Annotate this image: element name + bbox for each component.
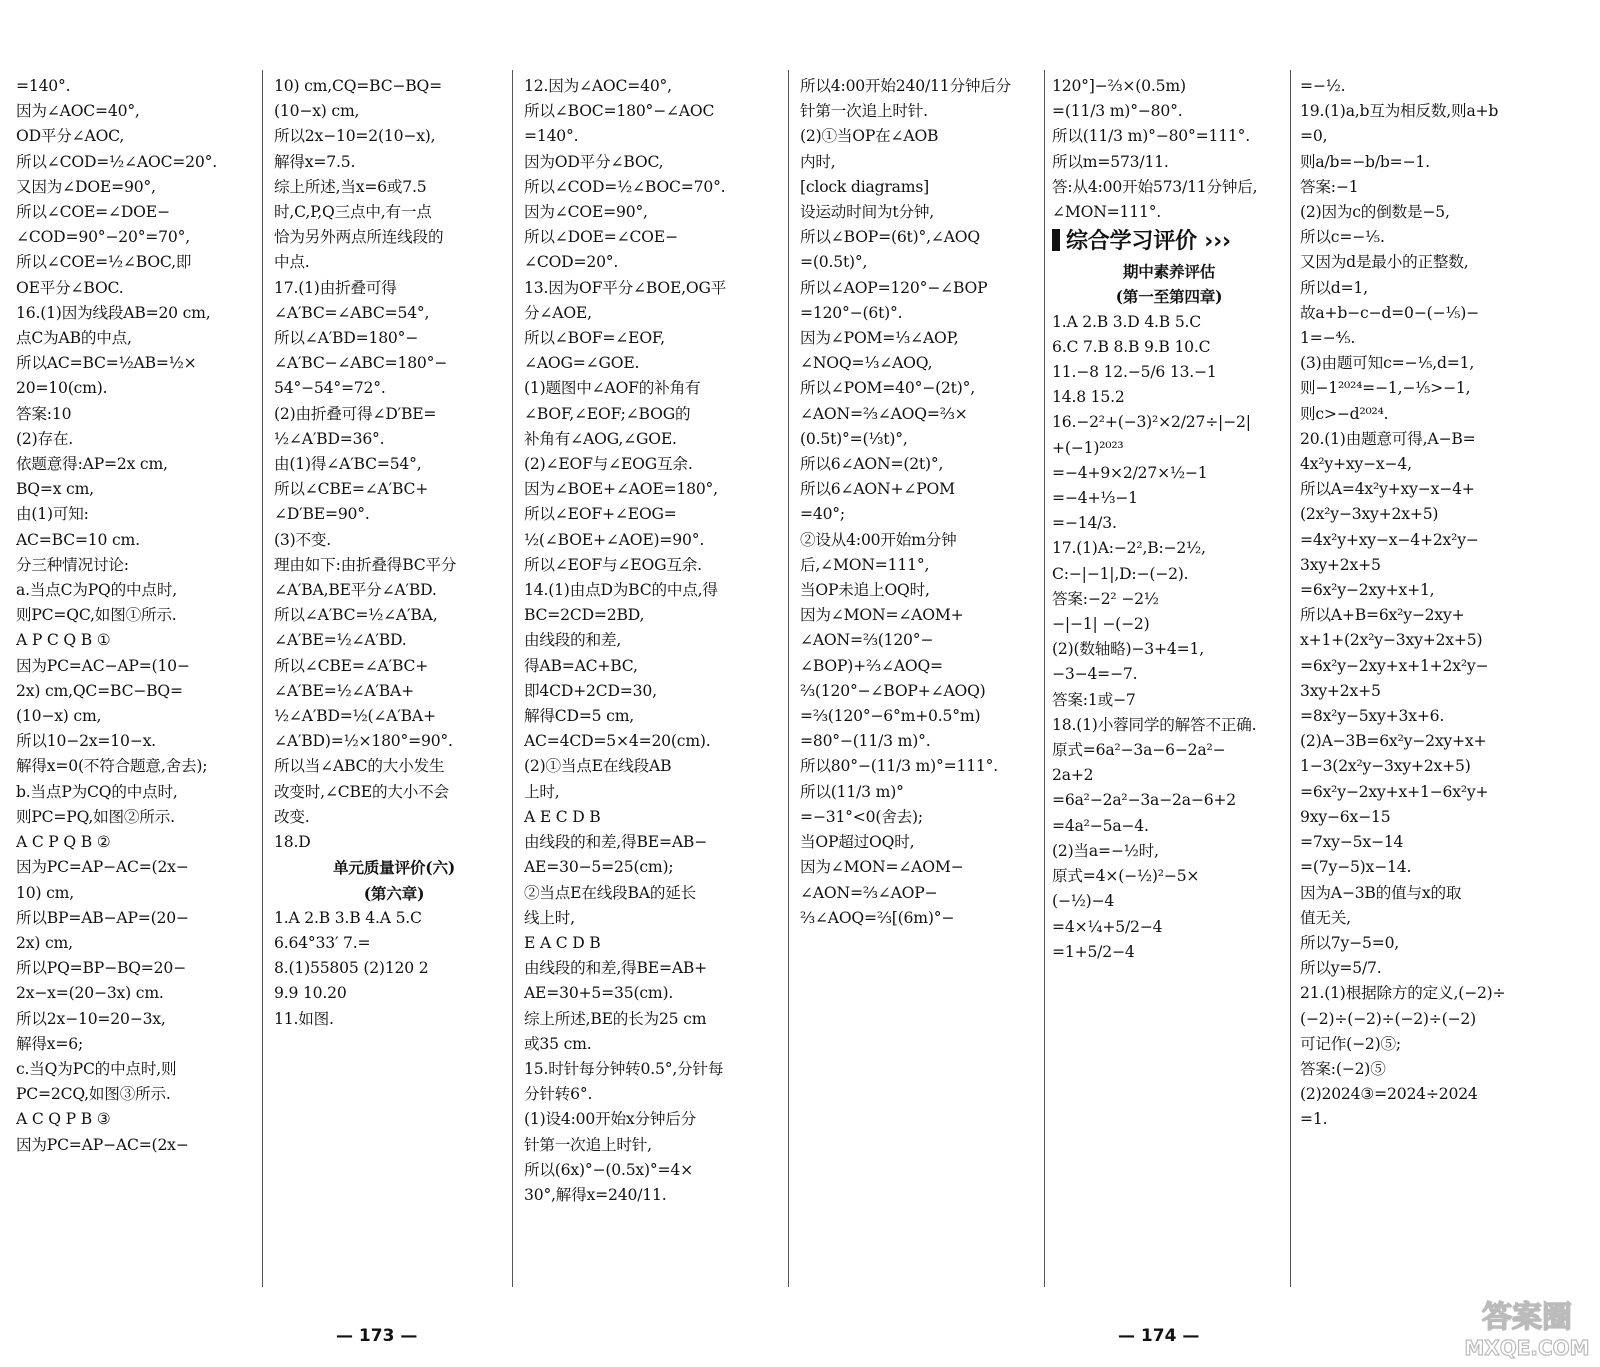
answer-line: =6x²y−2xy+x+1+2x²y−: [1300, 656, 1489, 675]
answer-line: 又因为d是最小的正整数,: [1300, 253, 1469, 272]
watermark-logo: [1462, 1293, 1592, 1363]
answer-line: 11.如图.: [274, 1009, 334, 1028]
answer-line: =−4+⅓−1: [1052, 489, 1138, 508]
answer-line: =7xy−5x−14: [1300, 833, 1404, 852]
answer-line: 或35 cm.: [524, 1034, 592, 1053]
answer-line: 得AB=AC+BC,: [524, 656, 638, 675]
answer-line: ⅔∠AOQ=⅔[(6m)°−: [800, 908, 955, 927]
answer-line: 所以∠A′BD=180°−: [274, 329, 419, 348]
answer-line: C:−|−1|,D:−(−2).: [1052, 564, 1189, 583]
answer-line: 答案:10: [16, 404, 72, 423]
answer-line: 解得x=0(不符合题意,舍去);: [16, 757, 208, 776]
answer-column-1: [16, 74, 256, 1287]
answer-line: 因为∠BOE+∠AOE=180°,: [524, 480, 718, 499]
answer-line: b.当点P为CQ的中点时,: [16, 782, 178, 801]
answer-line: (3)由题可知c=−⅕,d=1,: [1300, 354, 1475, 373]
answer-line: 10) cm,: [16, 883, 74, 902]
answer-line: 时,C,P,Q三点中,有一点: [274, 203, 432, 222]
answer-line: A C Q P B ③: [16, 1110, 111, 1129]
answer-line: =6a²−2a²−3a−2a−6+2: [1052, 791, 1237, 810]
answer-line: 因为∠COE=90°,: [524, 203, 648, 222]
answer-line: =120°−(6t)°.: [800, 303, 903, 322]
answer-line: 9.9 10.20: [274, 984, 347, 1003]
answer-line: 因为∠MON=∠AOM−: [800, 858, 964, 877]
answer-line: 所以当∠ABC的大小发生: [274, 757, 445, 776]
answer-line: =−4+9×2/27×½−1: [1052, 463, 1208, 482]
answer-line: ∠A′BE=½∠A′BA+: [274, 681, 414, 700]
answer-line: 针第一次追上时针.: [800, 102, 928, 121]
answer-line: ∠A′BC=∠ABC=54°,: [274, 303, 430, 322]
answer-line: ∠AOG=∠GOE.: [524, 354, 640, 373]
answer-line: 54°−54°=72°.: [274, 379, 386, 398]
answer-line: 值无关,: [1300, 908, 1351, 927]
answer-line: 内时,: [800, 152, 836, 171]
answer-line: 1.A 2.B 3.B 4.A 5.C: [274, 908, 422, 927]
answer-line: x+1+(2x²y−3xy+2x+5): [1300, 631, 1483, 650]
answer-line: 则a/b=−b/b=−1.: [1300, 152, 1430, 171]
answer-line: 16.(1)因为线段AB=20 cm,: [16, 303, 211, 322]
answer-line: ½(∠BOE+∠AOE)=90°.: [524, 530, 705, 549]
answer-line: (2)A−3B=6x²y−2xy+x+: [1300, 732, 1487, 751]
answer-line: (2)存在.: [16, 429, 74, 448]
answer-line: 所以2x−10=2(10−x),: [274, 127, 436, 146]
answer-line: 所以∠BOP=(6t)°,∠AOQ: [800, 228, 980, 247]
answer-line: =6x²y−2xy+x+1,: [1300, 581, 1435, 600]
answer-line: 6.64°33′ 7.=: [274, 933, 371, 952]
answer-line: 后,∠MON=111°,: [800, 555, 930, 574]
answer-line: 16.−2²+(−3)²×2/27÷|−2|: [1052, 413, 1251, 432]
answer-line: =1.: [1300, 1110, 1328, 1129]
answer-line: 所以y=5/7.: [1300, 959, 1382, 978]
answer-line: (2)①当点E在线段AB: [524, 757, 672, 776]
answer-line: E A C D B: [524, 933, 601, 952]
answer-line: 18.(1)小蓉同学的解答不正确.: [1052, 715, 1257, 734]
answer-line: 由(1)得∠A′BC=54°,: [274, 455, 422, 474]
answer-column-2: [274, 74, 514, 1287]
answer-line: 由线段的和差,: [524, 631, 622, 650]
answer-line: ∠BOP)+⅔∠AOQ=: [800, 656, 943, 675]
answer-column-6: [1300, 74, 1590, 1287]
answer-line: (2)(数轴略)−3+4=1,: [1052, 640, 1204, 659]
answer-line: 则−1²⁰²⁴=−1,−⅕>−1,: [1300, 379, 1471, 398]
answer-line: 1.A 2.B 3.D 4.B 5.C: [1052, 312, 1202, 331]
answer-line: 11.−8 12.−5/6 13.−1: [1052, 363, 1217, 382]
answer-line: 所以A+B=6x²y−2xy+: [1300, 606, 1465, 625]
page-number-left: — 173 —: [336, 1326, 418, 1346]
answer-line: 20=10(cm).: [16, 379, 108, 398]
answer-line: 因为PC=AP−AC=(2x−: [16, 1135, 189, 1154]
answer-line: 因为∠POM=⅓∠AOP,: [800, 329, 959, 348]
answer-line: 解得x=7.5.: [274, 152, 356, 171]
answer-line: 恰为另外两点所连线段的: [274, 228, 444, 247]
answer-line: 10) cm,CQ=BC−BQ=: [274, 77, 442, 95]
answer-line: 所以∠BOC=180°−∠AOC: [524, 102, 715, 121]
answer-line: 针第一次追上时针,: [524, 1135, 652, 1154]
answer-line: 因为OD平分∠BOC,: [524, 152, 664, 171]
answer-line: BC=2CD=2BD,: [524, 606, 645, 625]
answer-line: (2)∠EOF与∠EOG互余.: [524, 455, 693, 474]
answer-line: 分针转6°.: [524, 1085, 593, 1104]
answer-line: A P C Q B ①: [16, 631, 111, 650]
answer-line: ½∠A′BD=½(∠A′BA+: [274, 707, 436, 726]
answer-line: 设运动时间为t分钟,: [800, 203, 934, 222]
answer-line: 综上所述,当x=6或7.5: [274, 177, 427, 196]
answer-line: 分∠AOE,: [524, 303, 592, 322]
answer-line: (3)不变.: [274, 530, 332, 549]
answer-line: AC=4CD=5×4=20(cm).: [524, 732, 711, 751]
answer-line: ∠MON=111°.: [1052, 203, 1162, 222]
answer-line: 所以(6x)°−(0.5x)°=4×: [524, 1160, 693, 1179]
answer-line: ∠COD=20°.: [524, 253, 619, 272]
answer-line: c.当Q为PC的中点时,则: [16, 1059, 177, 1078]
answer-line: 因为PC=AC−AP=(10−: [16, 656, 190, 675]
answer-column-3: [524, 74, 782, 1287]
answer-line: 所以∠CBE=∠A′BC+: [274, 656, 429, 675]
answer-line: =80°−(11/3 m)°.: [800, 732, 931, 751]
answer-line: 线上时,: [524, 908, 575, 927]
answer-line: 6.C 7.B 8.B 9.B 10.C: [1052, 337, 1211, 356]
answer-line: 所以7y−5=0,: [1300, 933, 1400, 952]
page-number-right: — 174 —: [1118, 1326, 1200, 1346]
answer-line: OE平分∠BOC.: [16, 278, 124, 297]
answer-line: 所以(11/3 m)°: [800, 782, 904, 801]
answer-line: 14.(1)由点D为BC的中点,得: [524, 581, 718, 600]
answer-line: a.当点C为PQ的中点时,: [16, 581, 177, 600]
answer-line: 1−3(2x²y−3xy+2x+5): [1300, 757, 1471, 776]
column-divider: [1290, 70, 1291, 1287]
answer-line: 所以∠COE=∠DOE−: [16, 203, 170, 222]
answer-line: 因为PC=AP−AC=(2x−: [16, 858, 189, 877]
answer-line: ∠A′BA,BE平分∠A′BD.: [274, 581, 437, 600]
answer-line: (−½)−4: [1052, 892, 1115, 911]
answer-line: 2x) cm,QC=BC−BQ=: [16, 681, 183, 700]
answer-line: 所以∠EOF+∠EOG=: [524, 505, 677, 524]
answer-line: 120°]−⅔×(0.5m): [1052, 77, 1186, 95]
answer-line: 所以AC=BC=½AB=½×: [16, 354, 197, 373]
answer-line: 2a+2: [1052, 766, 1094, 785]
answer-line: 因为A−3B的值与x的取: [1300, 883, 1462, 902]
answer-line: (2)因为c的倒数是−5,: [1300, 203, 1450, 222]
answer-line: 19.(1)a,b互为相反数,则a+b: [1300, 102, 1499, 121]
answer-line: 21.(1)根据除方的定义,(−2)÷: [1300, 984, 1506, 1003]
answer-line: 故a+b−c−d=0−(−⅕)−: [1300, 303, 1480, 322]
answer-line: 9xy−6x−15: [1300, 807, 1391, 826]
answer-line: 因为∠AOC=40°,: [16, 102, 140, 121]
answer-line: 13.因为OF平分∠BOE,OG平: [524, 278, 727, 297]
answer-line: 则PC=PQ,如图②所示.: [16, 807, 175, 826]
answer-line: =4x²y+xy−x−4+2x²y−: [1300, 530, 1479, 549]
answer-line: AE=30−5=25(cm);: [524, 858, 674, 877]
answer-line: 则c>−d²⁰²⁴.: [1300, 404, 1389, 423]
answer-line: (2x²y−3xy+2x+5): [1300, 505, 1439, 524]
answer-line: 解得CD=5 cm,: [524, 707, 635, 726]
answer-line: 分三种情况讨论:: [16, 555, 129, 574]
answer-line: A E C D B: [524, 807, 601, 826]
answer-line: =−14/3.: [1052, 514, 1117, 533]
answer-line: ∠COD=90°−20°=70°,: [16, 228, 190, 247]
answer-line: 点C为AB的中点,: [16, 329, 132, 348]
answer-line: =0,: [1300, 127, 1328, 146]
answer-line: AC=BC=10 cm.: [16, 530, 140, 549]
answer-line: 答案:−2² −2½: [1052, 589, 1159, 608]
answer-line: [clock diagrams]: [800, 177, 930, 196]
answer-line: ½∠A′BD=36°.: [274, 429, 385, 448]
answer-line: 所以6∠AON+∠POM: [800, 480, 955, 499]
answer-line: 上时,: [524, 782, 560, 801]
banner-bar-icon: [1052, 229, 1060, 251]
answer-line: ∠AON=⅔∠AOP−: [800, 883, 938, 902]
answer-column-5: [1052, 74, 1286, 1287]
answer-line: 所以PQ=BP−BQ=20−: [16, 959, 186, 978]
answer-line: ∠AON=⅔(120°−: [800, 631, 934, 650]
answer-line: 所以∠BOF=∠EOF,: [524, 329, 665, 348]
answer-line: 所以∠DOE=∠COE−: [524, 228, 678, 247]
answer-line: 则PC=QC,如图①所示.: [16, 606, 177, 625]
answer-line: 2x−x=(20−3x) cm.: [16, 984, 164, 1003]
answer-line: 由(1)可知:: [16, 505, 89, 524]
answer-line: PC=2CQ,如图③所示.: [16, 1085, 171, 1104]
answer-line: (−2)÷(−2)÷(−2)÷(−2): [1300, 1009, 1477, 1028]
answer-line: 答案:1或−7: [1052, 690, 1136, 709]
svg-text:MXQE.COM: MXQE.COM: [1464, 1336, 1590, 1360]
answer-line: =4a²−5a−4.: [1052, 816, 1149, 835]
answer-line: (0.5t)°=(⅓t)°,: [800, 429, 908, 448]
answer-line: ∠A′BD)=½×180°=90°.: [274, 732, 453, 751]
answer-line: 所以m=573/11.: [1052, 152, 1169, 171]
answer-line: 又因为∠DOE=90°,: [16, 177, 156, 196]
answer-line: ∠NOQ=⅓∠AOQ,: [800, 354, 933, 373]
answer-line: 所以∠COE=½∠BOC,即: [16, 253, 192, 272]
answer-line: =1+5/2−4: [1052, 942, 1135, 961]
answer-line: 所以∠COD=½∠AOC=20°.: [16, 152, 217, 171]
answer-line: 由线段的和差,得BE=AB+: [524, 959, 708, 978]
answer-line: 20.(1)由题意可得,A−B=: [1300, 429, 1476, 448]
answer-line: =40°;: [800, 505, 845, 524]
answer-line: A C P Q B ②: [16, 833, 111, 852]
answer-line: 18.D: [274, 833, 311, 852]
answer-line: 所以d=1,: [1300, 278, 1368, 297]
answer-line: (第一至第四章): [1115, 287, 1223, 307]
answer-line: =−31°<0(舍去);: [800, 807, 923, 826]
answer-line: ∠A′BC−∠ABC=180°−: [274, 354, 448, 373]
page-divider: [788, 70, 789, 1287]
answer-line: =6x²y−2xy+x+1−6x²y+: [1300, 782, 1489, 801]
answer-line: 答:从4:00开始573/11分钟后,: [1052, 177, 1258, 196]
answer-line: ∠D′BE=90°.: [274, 505, 370, 524]
answer-line: 所以6∠AON=(2t)°,: [800, 455, 944, 474]
answer-line: 当OP超过OQ时,: [800, 833, 915, 852]
answer-line: 期中素养评估: [1122, 262, 1216, 282]
answer-line: (第六章): [363, 883, 425, 903]
answer-line: 所以(11/3 m)°−80°=111°.: [1052, 127, 1251, 146]
answer-line: ∠A′BE=½∠A′BD.: [274, 631, 407, 650]
answer-line: 依题意得:AP=2x cm,: [16, 455, 168, 474]
answer-line: −3−4=−7.: [1052, 665, 1138, 684]
answer-line: 15.时针每分钟转0.5°,分针每: [524, 1059, 724, 1078]
answer-line: 所以BP=AB−AP=(20−: [16, 908, 189, 927]
answer-line: =8x²y−5xy+3x+6.: [1300, 707, 1445, 726]
svg-text:答案圈: 答案圈: [1482, 1300, 1572, 1335]
answer-line: 中点.: [274, 253, 310, 272]
answer-line: 17.(1)A:−2²,B:−2½,: [1052, 539, 1206, 558]
answer-line: OD平分∠AOC,: [16, 127, 125, 146]
answer-line: 12.因为∠AOC=40°,: [524, 77, 672, 95]
answer-line: +(−1)²⁰²³: [1052, 438, 1124, 457]
answer-line: 所以∠CBE=∠A′BC+: [274, 480, 429, 499]
answer-line: =(7y−5)x−14.: [1300, 858, 1412, 877]
answer-line: (1)题图中∠AOF的补角有: [524, 379, 701, 398]
banner-text: 综合学习评价 ›››: [1066, 229, 1231, 255]
answer-line: =4×¼+5/2−4: [1052, 917, 1163, 936]
answer-line: 改变.: [274, 807, 310, 826]
answer-line: 所以∠EOF与∠EOG互余.: [524, 555, 702, 574]
answer-line: 单元质量评价(六): [332, 858, 456, 878]
answer-line: BQ=x cm,: [16, 480, 94, 499]
answer-line: 补角有∠AOG,∠GOE.: [524, 429, 677, 448]
answer-line: 3xy+2x+5: [1300, 555, 1381, 574]
answer-line: (1)设4:00开始x分钟后分: [524, 1110, 697, 1129]
answer-line: =140°.: [16, 77, 71, 95]
answer-line: 所以∠COD=½∠BOC=70°.: [524, 177, 726, 196]
answer-line: 解得x=6;: [16, 1034, 84, 1053]
answer-column-4: [800, 74, 1040, 1287]
answer-line: (10−x) cm,: [16, 707, 102, 726]
answer-line: =(0.5t)°,: [800, 253, 868, 272]
answer-line: (2)当a=−½时,: [1052, 841, 1159, 860]
answer-line: 4x²y+xy−x−4,: [1300, 455, 1412, 474]
answer-line: =(11/3 m)°−80°.: [1052, 102, 1183, 121]
answer-line: 答案:(−2)⑤: [1300, 1059, 1386, 1078]
answer-line: 因为∠MON=∠AOM+: [800, 606, 964, 625]
answer-line: −|−1| −(−2): [1052, 615, 1150, 634]
column-divider: [262, 70, 263, 1287]
answer-line: 综上所述,BE的长为25 cm: [524, 1009, 707, 1028]
section-banner: [1052, 225, 1286, 259]
answer-line: (2)2024③=2024÷2024: [1300, 1085, 1478, 1104]
answer-line: 理由如下:由折叠得BC平分: [274, 555, 457, 574]
answer-line: (2)①当OP在∠AOB: [800, 127, 939, 146]
answer-line: 所以10−2x=10−x.: [16, 732, 156, 751]
answer-line: 即4CD+2CD=30,: [524, 681, 657, 700]
answer-line: (10−x) cm,: [274, 102, 360, 121]
answer-line: 所以c=−⅕.: [1300, 228, 1385, 247]
answer-line: 14.8 15.2: [1052, 388, 1125, 407]
answer-line: 答案:−1: [1300, 177, 1359, 196]
answer-line: ∠BOF,∠EOF;∠BOG的: [524, 404, 691, 423]
answer-line: 所以∠AOP=120°−∠BOP: [800, 278, 988, 297]
answer-line: =⅔(120°−6°m+0.5°m): [800, 707, 981, 726]
answer-line: 原式=6a²−3a−6−2a²−: [1052, 741, 1226, 760]
column-divider: [1044, 70, 1045, 1287]
answer-line: 17.(1)由折叠可得: [274, 278, 397, 297]
answer-line: 1=−⅘.: [1300, 329, 1356, 348]
answer-line: (2)由折叠可得∠D′BE=: [274, 404, 437, 423]
answer-line: =140°.: [524, 127, 579, 146]
answer-line: AE=30+5=35(cm).: [524, 984, 674, 1003]
answer-line: 3xy+2x+5: [1300, 681, 1381, 700]
answer-line: 所以2x−10=20−3x,: [16, 1009, 166, 1028]
answer-line: ②设从4:00开始m分钟: [800, 530, 957, 549]
answer-line: =−½.: [1300, 77, 1346, 95]
answer-line: 改变时,∠CBE的大小不会: [274, 782, 449, 801]
answer-line: 8.(1)55805 (2)120 2: [274, 959, 429, 978]
answer-line: 所以A=4x²y+xy−x−4+: [1300, 480, 1475, 499]
answer-line: 所以∠A′BC=½∠A′BA,: [274, 606, 438, 625]
answer-line: 所以4:00开始240/11分钟后分: [800, 77, 1012, 95]
answer-line: 所以80°−(11/3 m)°=111°.: [800, 757, 999, 776]
answer-line: ⅔(120°−∠BOP+∠AOQ): [800, 681, 986, 700]
answer-line: 2x) cm,: [16, 933, 73, 952]
answer-line: ②当点E在线段BA的延长: [524, 883, 697, 902]
answer-line: 30°,解得x=240/11.: [524, 1185, 667, 1204]
answer-line: 由线段的和差,得BE=AB−: [524, 833, 708, 852]
answer-line: 当OP未追上OQ时,: [800, 581, 930, 600]
answer-line: 可记作(−2)⑤;: [1300, 1034, 1401, 1053]
answer-line: 原式=4×(−½)²−5×: [1052, 867, 1200, 886]
answer-line: ∠AON=⅔∠AOQ=⅔×: [800, 404, 968, 423]
answer-line: 所以∠POM=40°−(2t)°,: [800, 379, 975, 398]
